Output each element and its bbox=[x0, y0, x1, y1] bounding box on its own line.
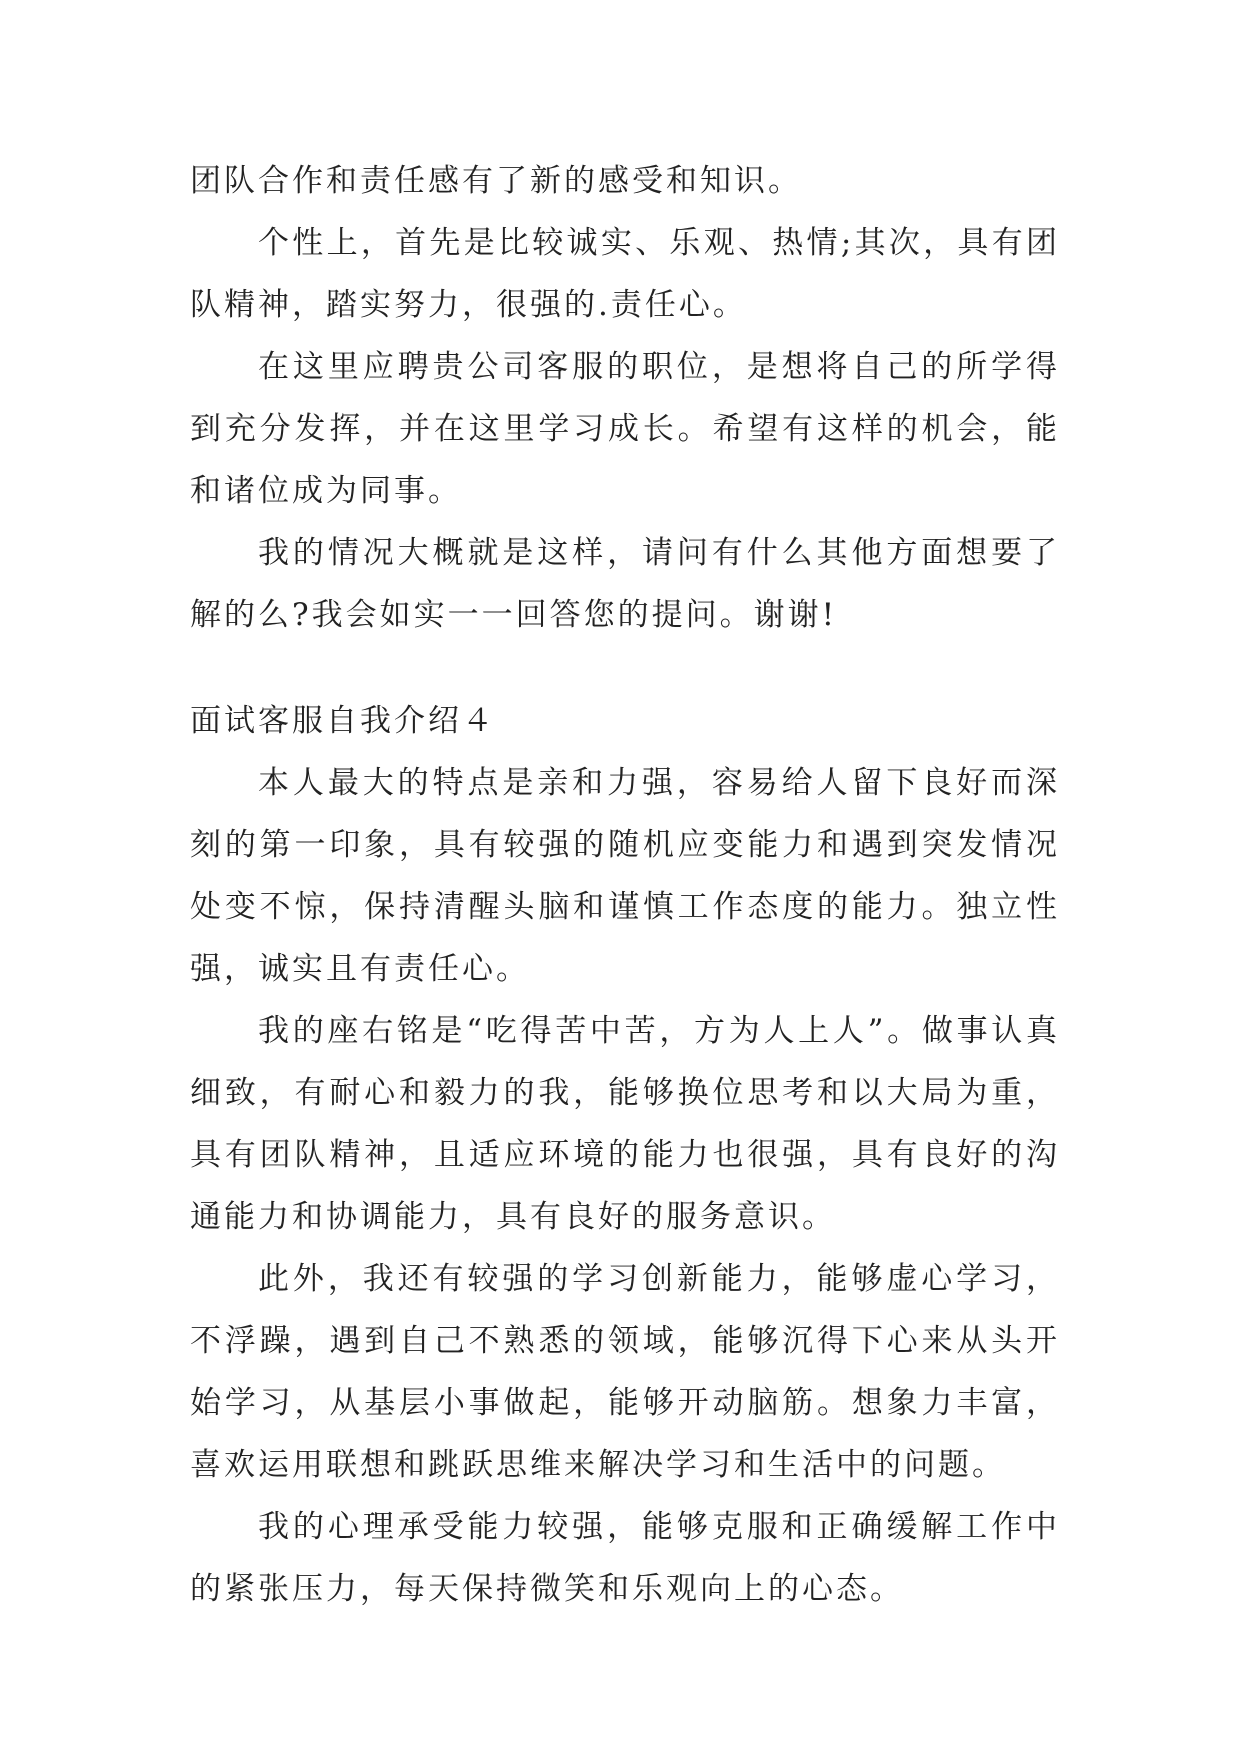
document-body bbox=[190, 150, 1060, 1620]
section-title: 面试客服自我介绍４ bbox=[190, 703, 496, 739]
paragraph-motto: 我的座右铭是“吃得苦中苦，方为人上人”。做事认真细致，有耐心和毅力的我，能够换位思考和以大局为重，具有团队精神，且适应环境的能力也很强，具有良好的沟通能力和协调能力，具有良好的服务意识。 bbox=[190, 1013, 1060, 1235]
section-gap bbox=[190, 646, 1060, 690]
paragraph-personality: 个性上，首先是比较诚实、乐观、热情;其次，具有团队精神，踏实努力，很强的.责任心。 bbox=[190, 225, 1060, 323]
paragraph-motivation: 在这里应聘贵公司客服的职位，是想将自己的所学得到充分发挥，并在这里学习成长。希望有这样的机会，能和诸位成为同事。 bbox=[190, 349, 1060, 509]
paragraph-traits: 本人最大的特点是亲和力强，容易给人留下良好而深刻的第一印象，具有较强的随机应变能力和遇到突发情况处变不惊，保持清醒头脑和谨慎工作态度的能力。独立性强，诚实且有责任心。 bbox=[190, 765, 1060, 987]
paragraph-pressure: 我的心理承受能力较强，能够克服和正确缓解工作中的紧张压力，每天保持微笑和乐观向上的心态。 bbox=[190, 1509, 1060, 1607]
paragraph-continuation: 团队合作和责任感有了新的感受和知识。 bbox=[190, 163, 802, 199]
paragraph-learning: 此外，我还有较强的学习创新能力，能够虚心学习，不浮躁，遇到自己不熟悉的领域，能够沉得下心来从头开始学习，从基层小事做起，能够开动脑筋。想象力丰富，喜欢运用联想和跳跃思维来解决学习和生活中的问题。 bbox=[190, 1261, 1060, 1483]
paragraph-closing: 我的情况大概就是这样，请问有什么其他方面想要了解的么?我会如实一一回答您的提问。谢谢! bbox=[190, 535, 1060, 633]
